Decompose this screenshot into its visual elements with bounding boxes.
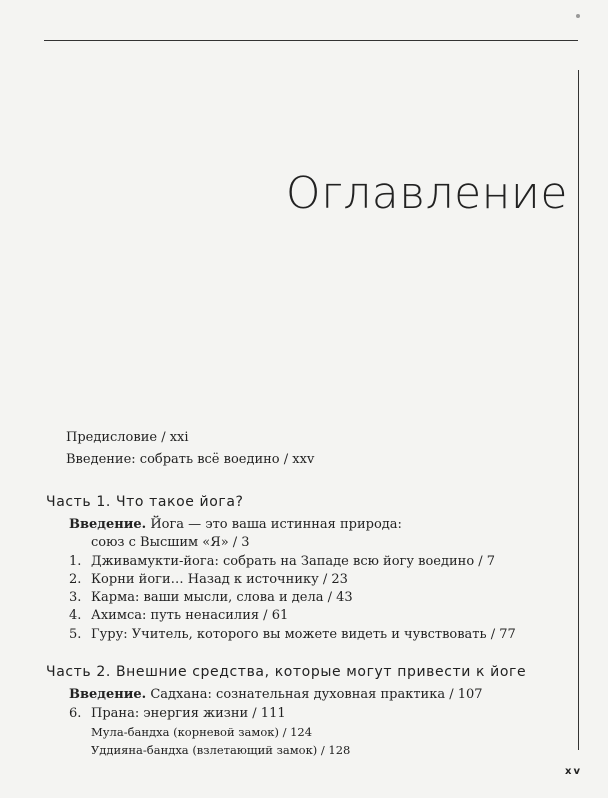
toc-chapter-6 bbox=[69, 706, 286, 722]
chapter-title: Корни йоги… Назад к источнику / 23 bbox=[91, 572, 348, 587]
chapter-number: 1. bbox=[69, 554, 82, 569]
part-2-intro bbox=[69, 687, 483, 703]
toc-entry-introduction: Введение: собрать всё воедино / xxv bbox=[66, 452, 315, 467]
toc-subitem-uddiyana-bandha: Уддияна-бандха (взлетающий замок) / 128 bbox=[91, 743, 351, 757]
top-rule bbox=[44, 40, 578, 41]
part-1-intro-text: Йога — это ваша истинная природа: bbox=[150, 517, 402, 532]
part-1-intro bbox=[69, 517, 402, 533]
toc-subitem-mula-bandha: Мула-бандха (корневой замок) / 124 bbox=[91, 725, 313, 739]
toc-chapter-3 bbox=[69, 590, 353, 606]
chapter-title: Гуру: Учитель, которого вы можете видеть и чувствовать / 77 bbox=[91, 627, 516, 642]
part-2-intro-label: Введение. bbox=[69, 687, 147, 702]
corner-mark bbox=[576, 14, 580, 18]
toc-chapter-1 bbox=[69, 554, 495, 570]
toc-entry-preface: Предисловие / xxi bbox=[66, 430, 189, 445]
part-2-heading: Часть 2. Внешние средства, которые могут привести к йоге bbox=[46, 664, 527, 680]
page-title: Оглавление bbox=[285, 168, 568, 219]
part-2-intro-text: Садхана: сознательная духовная практика / 107 bbox=[150, 687, 483, 702]
right-rule bbox=[578, 70, 579, 750]
part-1-heading: Часть 1. Что такое йога? bbox=[46, 494, 244, 510]
chapter-title: Прана: энергия жизни / 111 bbox=[91, 706, 286, 721]
chapter-title: Ахимса: путь ненасилия / 61 bbox=[91, 608, 289, 623]
part-1-intro-label: Введение. bbox=[69, 517, 147, 532]
chapter-title: Карма: ваши мысли, слова и дела / 43 bbox=[91, 590, 353, 605]
toc-chapter-5 bbox=[69, 627, 516, 643]
chapter-number: 5. bbox=[69, 627, 82, 642]
chapter-number: 3. bbox=[69, 590, 82, 605]
toc-chapter-4 bbox=[69, 608, 288, 624]
part-1-intro-continuation: союз с Высшим «Я» / 3 bbox=[91, 535, 250, 550]
chapter-title: Дживамукти-йога: собрать на Западе всю йогу воедино / 7 bbox=[91, 554, 496, 569]
chapter-number: 4. bbox=[69, 608, 82, 623]
chapter-number: 6. bbox=[69, 706, 82, 721]
toc-chapter-2 bbox=[69, 572, 348, 588]
chapter-number: 2. bbox=[69, 572, 82, 587]
page-number: xv bbox=[565, 766, 582, 777]
